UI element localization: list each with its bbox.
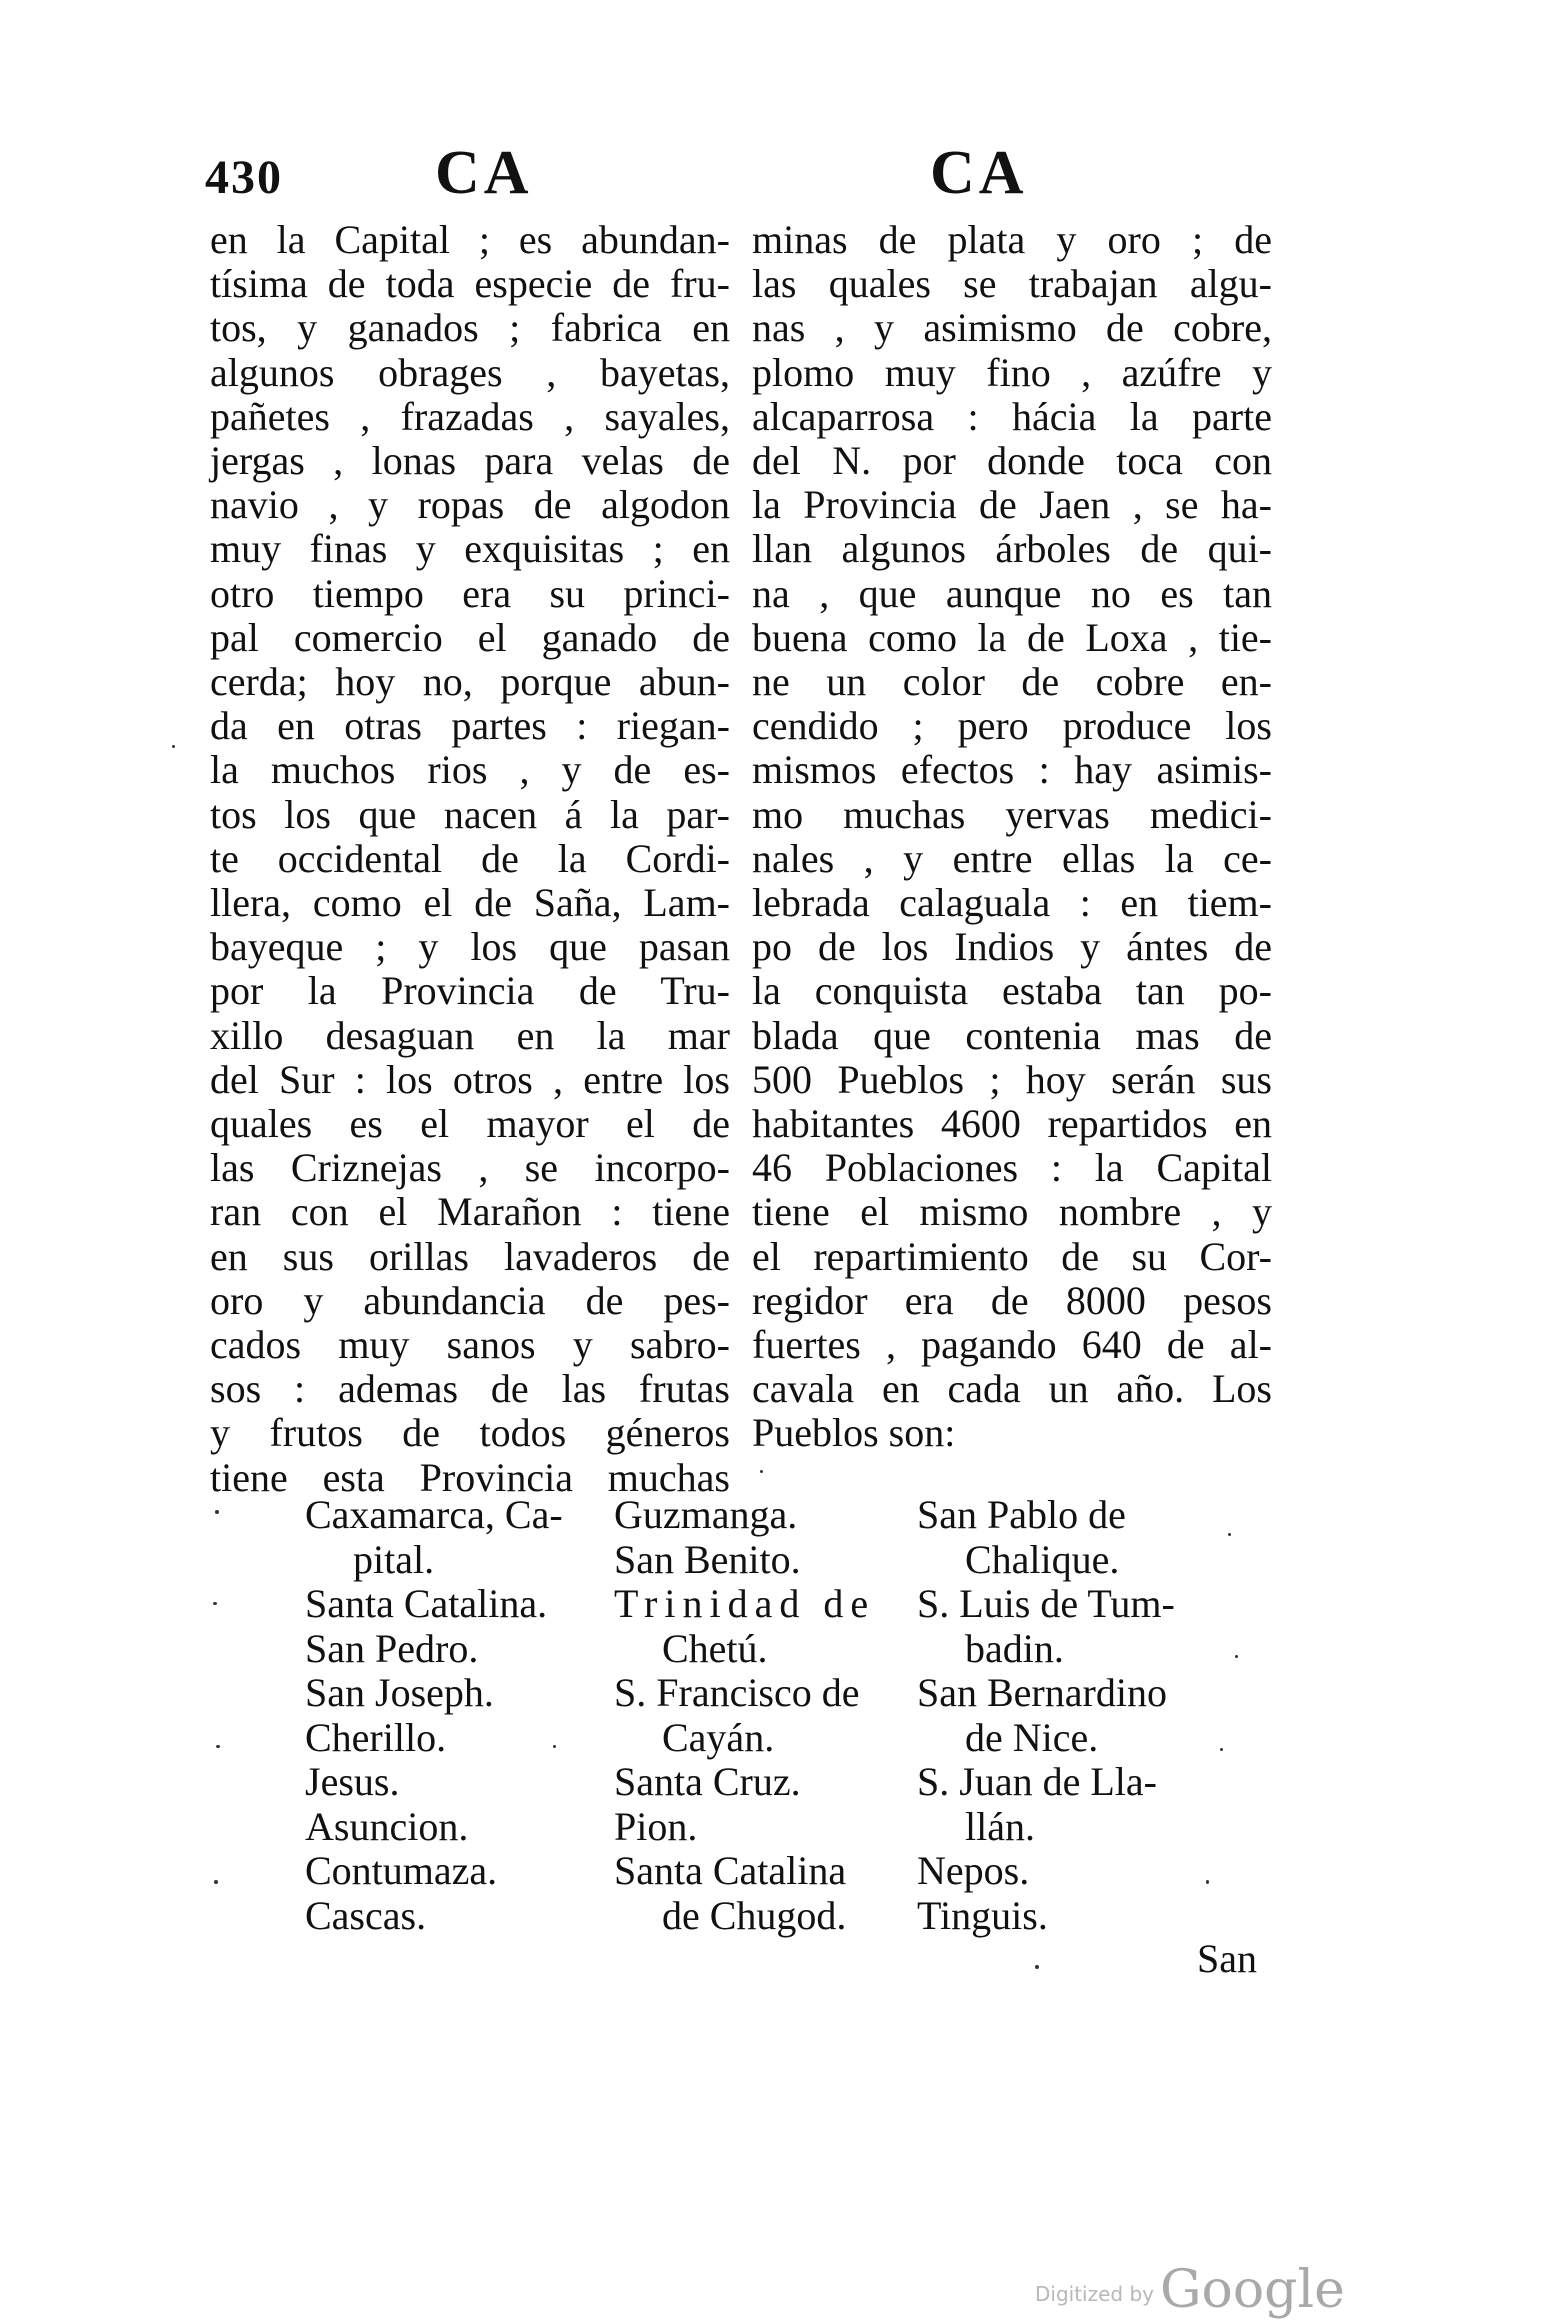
text-line: po de los Indios y ántes de [752, 924, 1272, 970]
text-line: pañetes , frazadas , sayales, [210, 393, 730, 439]
text-line: da en otras partes : riegan- [210, 703, 730, 749]
town-entry: Guzmanga. [614, 1492, 798, 1537]
text-line: el repartimiento de su Cor- [752, 1233, 1272, 1279]
text-line: por la Provincia de Tru- [210, 968, 730, 1014]
town-entry: de Chugod. [662, 1892, 847, 1938]
town-entry: pital. [353, 1536, 435, 1582]
town-list-column-2 [614, 1493, 875, 1938]
text-line: 46 Poblaciones : la Capital [752, 1145, 1272, 1191]
town-entry: San Bernardino [917, 1670, 1167, 1715]
watermark-label: Digitized by [1035, 2282, 1154, 2306]
google-logo: Google [1160, 2260, 1345, 2320]
town-entry: Pion. [614, 1803, 698, 1849]
text-line: cendido ; pero produce los [752, 703, 1272, 749]
page-number: 430 [205, 151, 283, 204]
town-entry: S. Luis de Tum- [917, 1581, 1175, 1626]
town-entry: Cascas. [305, 1892, 427, 1938]
text-line: cados muy sanos y sabro- [210, 1322, 730, 1368]
text-line: llan algunos árboles de qui- [752, 526, 1272, 572]
running-head-right: CA [930, 139, 1028, 207]
text-line: nales , y entre ellas la ce- [752, 835, 1272, 881]
text-line: cerda; hoy no, porque abun- [210, 659, 730, 705]
text-line: tiene el mismo nombre , y [752, 1189, 1272, 1235]
text-line: ne un color de cobre en- [752, 659, 1272, 705]
town-entry: Jesus. [305, 1759, 400, 1804]
town-entry: Asuncion. [305, 1803, 469, 1849]
town-entry: S. Francisco de [614, 1670, 860, 1715]
text-line: fuertes , pagando 640 de al- [752, 1322, 1272, 1368]
text-line: minas de plata y oro ; de [752, 217, 1272, 262]
text-line: pal comercio el ganado de [210, 614, 730, 660]
town-entry: Santa Catalina. [305, 1581, 548, 1626]
text-line: en sus orillas lavaderos de [210, 1233, 730, 1279]
catchword: San [1197, 1936, 1257, 1981]
text-line: jergas , lonas para velas de [210, 438, 730, 484]
town-entry: Tinguis. [917, 1892, 1048, 1938]
town-list-column-1 [305, 1493, 563, 1938]
town-entry: San Pedro. [305, 1625, 479, 1671]
text-line: muy finas y exquisitas ; en [210, 526, 730, 572]
town-entry: de Nice. [965, 1714, 1099, 1760]
text-line: la conquista estaba tan po- [752, 968, 1272, 1014]
text-line: las quales se trabajan algu- [752, 261, 1272, 307]
text-line: habitantes 4600 repartidos en [752, 1101, 1272, 1147]
town-entry: badin. [965, 1625, 1064, 1671]
town-entry: Santa Cruz. [614, 1759, 801, 1804]
digitized-watermark [1035, 2260, 1345, 2320]
text-line: del Sur : los otros , entre los [210, 1056, 730, 1102]
text-line: plomo muy fino , azúfre y [752, 349, 1272, 395]
text-line: ran con el Marañon : tiene [210, 1189, 730, 1235]
text-line: xillo desaguan en la mar [210, 1012, 730, 1058]
town-entry: Chalique. [965, 1536, 1120, 1582]
text-line: na , que aunque no es tan [752, 570, 1272, 616]
text-line: navio , y ropas de algodon [210, 482, 730, 528]
text-line: en la Capital ; es abundan- [210, 217, 730, 262]
text-line: tiene esta Provincia muchas [210, 1454, 730, 1500]
text-line: oro y abundancia de pes- [210, 1277, 730, 1323]
town-entry: Nepos. [917, 1848, 1030, 1893]
text-line: Pueblos son: [752, 1410, 956, 1456]
text-line: llera, como el de Saña, Lam- [210, 880, 730, 926]
town-list-column-3 [917, 1493, 1175, 1938]
text-line: mo muchas yervas medici- [752, 791, 1272, 837]
text-line: regidor era de 8000 pesos [752, 1277, 1272, 1323]
text-line: cavala en cada un año. Los [752, 1366, 1272, 1412]
town-entry: Trinidad de [614, 1581, 876, 1626]
text-line: te occidental de la Cordi- [210, 835, 730, 881]
text-line: nas , y asimismo de cobre, [752, 305, 1272, 351]
text-line: blada que contenia mas de [752, 1012, 1272, 1058]
text-line: la Provincia de Jaen , se ha- [752, 482, 1272, 528]
town-entry: Cherillo. [305, 1714, 447, 1760]
town-entry: Cayán. [662, 1714, 775, 1760]
town-entry: San Pablo de [917, 1492, 1126, 1537]
text-line: las Criznejas , se incorpo- [210, 1145, 730, 1191]
text-line: otro tiempo era su princi- [210, 570, 730, 616]
town-entry: Chetú. [662, 1625, 768, 1671]
text-line: y frutos de todos géneros [210, 1410, 730, 1456]
text-line: bayeque ; y los que pasan [210, 924, 730, 970]
town-entry: Contumaza. [305, 1848, 498, 1893]
left-text-column [210, 218, 730, 1500]
text-line: algunos obrages , bayetas, [210, 349, 730, 395]
right-text-column [752, 218, 1272, 1456]
town-entry: San Benito. [614, 1536, 801, 1582]
text-line: buena como la de Loxa , tie- [752, 614, 1272, 660]
text-line: sos : ademas de las frutas [210, 1366, 730, 1412]
text-line: del N. por donde toca con [752, 438, 1272, 484]
town-entry: Santa Catalina [614, 1848, 847, 1893]
text-line: lebrada calaguala : en tiem- [752, 880, 1272, 926]
text-line: tos, y ganados ; fabrica en [210, 305, 730, 351]
running-head-left: CA [435, 139, 533, 207]
text-line: alcaparrosa : hácia la parte [752, 393, 1272, 439]
town-entry: Caxamarca, Ca- [305, 1492, 563, 1537]
text-line: tísima de toda especie de fru- [210, 261, 730, 307]
town-entry: llán. [965, 1803, 1035, 1849]
text-line: tos los que nacen á la par- [210, 791, 730, 837]
text-line: la muchos rios , y de es- [210, 747, 730, 793]
town-entry: S. Juan de Lla- [917, 1759, 1157, 1804]
text-line: 500 Pueblos ; hoy serán sus [752, 1056, 1272, 1102]
town-entry: San Joseph. [305, 1670, 494, 1715]
text-line: quales es el mayor el de [210, 1101, 730, 1147]
text-line: mismos efectos : hay asimis- [752, 747, 1272, 793]
